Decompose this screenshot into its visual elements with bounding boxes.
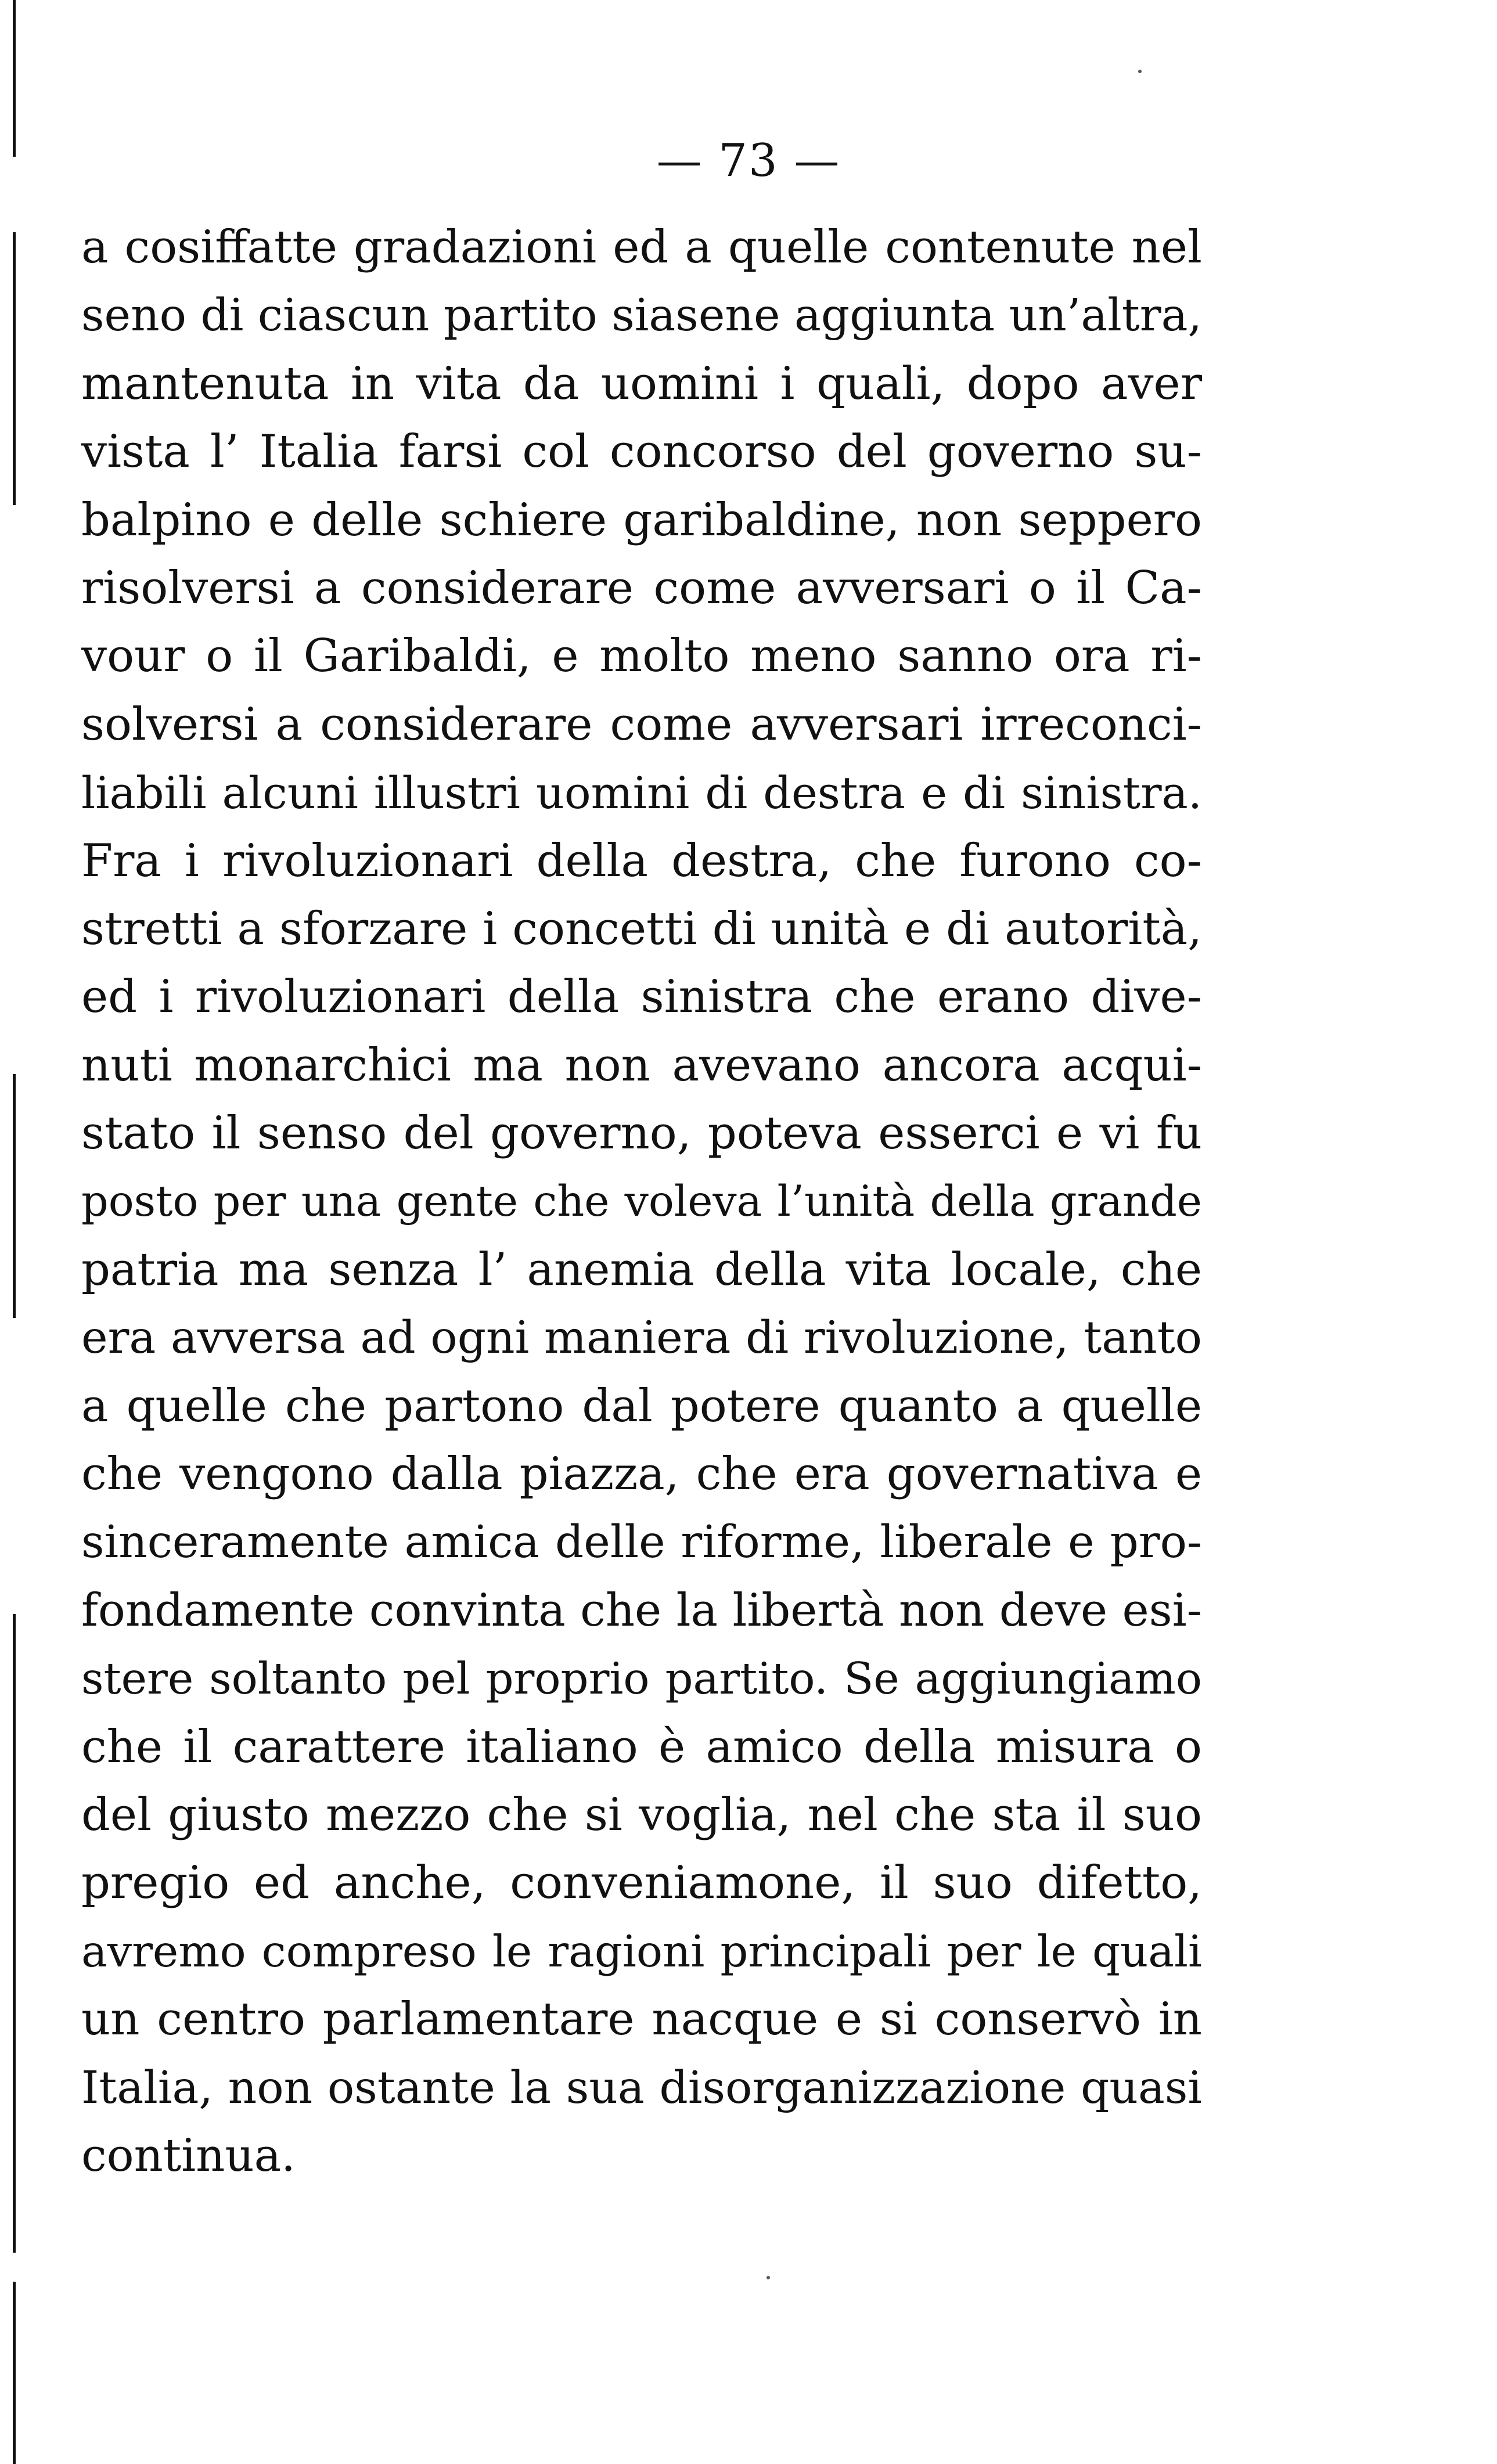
text-line: Italia, non ostante la sua disorganizzazione quasi xyxy=(81,2062,1202,2114)
text-line: nuti monarchici ma non avevano ancora acqui- xyxy=(81,1039,1202,1091)
text-line: un centro parlamentare nacque e si conservò in xyxy=(81,1993,1202,2046)
text-line: seno di ciascun partito siasene aggiunta un’altra, xyxy=(81,290,1202,342)
text-line: pregio ed anche, conveniamone, il suo difetto, xyxy=(81,1857,1202,1910)
text-line: mantenuta in vita da uomini i quali, dopo aver xyxy=(81,357,1202,410)
text-line: vista l’ Italia farsi col concorso del governo su- xyxy=(81,426,1202,478)
text-line: del giusto mezzo che si voglia, nel che sta il suo xyxy=(81,1788,1202,1841)
text-line: che il carattere italiano è amico della misura o xyxy=(81,1720,1202,1773)
binding-edge-line xyxy=(13,1074,16,1318)
text-line: solversi a considerare come avversari irreconci- xyxy=(81,698,1202,751)
text-line: stretti a sforzare i concetti di unità e di autorità, xyxy=(81,902,1202,955)
paper-speck xyxy=(1138,70,1142,73)
text-line: posto per una gente che voleva l’unità della grande xyxy=(81,1177,1202,1227)
binding-edge-line xyxy=(13,2282,16,2464)
text-line: balpino e delle schiere garibaldine, non seppero xyxy=(81,493,1202,546)
text-line: stato il senso del governo, poteva esserci e vi fu xyxy=(81,1107,1202,1160)
text-line: risolversi a considerare come avversari o il Ca- xyxy=(81,561,1202,614)
text-line: stere soltanto pel proprio partito. Se aggiungiamo xyxy=(81,1653,1202,1705)
text-line: liabili alcuni illustri uomini di destra e di sinistra. xyxy=(81,767,1202,819)
paper-speck xyxy=(767,2276,770,2279)
text-line: che vengono dalla piazza, che era governativa e xyxy=(81,1448,1202,1501)
text-line: era avversa ad ogni maniera di rivoluzione, tanto xyxy=(81,1312,1202,1364)
text-line: avremo compreso le ragioni principali per le quali xyxy=(81,1925,1202,1977)
text-line: Fra i rivoluzionari della destra, che furono co- xyxy=(81,834,1202,887)
text-line: patria ma senza l’ anemia della vita locale, che xyxy=(81,1243,1202,1296)
binding-edge-line xyxy=(13,0,16,157)
text-line: a cosiffatte gradazioni ed a quelle contenute nel xyxy=(81,221,1202,273)
binding-edge-line xyxy=(13,232,16,505)
binding-edge-line xyxy=(13,1614,16,2253)
text-line: ed i rivoluzionari della sinistra che erano dive- xyxy=(81,971,1202,1024)
text-line: fondamente convinta che la libertà non deve esi- xyxy=(81,1584,1202,1637)
text-line: vour o il Garibaldi, e molto meno sanno ora ri- xyxy=(81,630,1202,683)
body-text xyxy=(81,214,1202,2190)
text-line: continua. xyxy=(81,2129,296,2182)
text-line: sinceramente amica delle riforme, liberale e pro- xyxy=(81,1516,1202,1569)
page-number: — 73 — xyxy=(656,135,841,187)
text-line: a quelle che partono dal potere quanto a quelle xyxy=(81,1379,1202,1432)
